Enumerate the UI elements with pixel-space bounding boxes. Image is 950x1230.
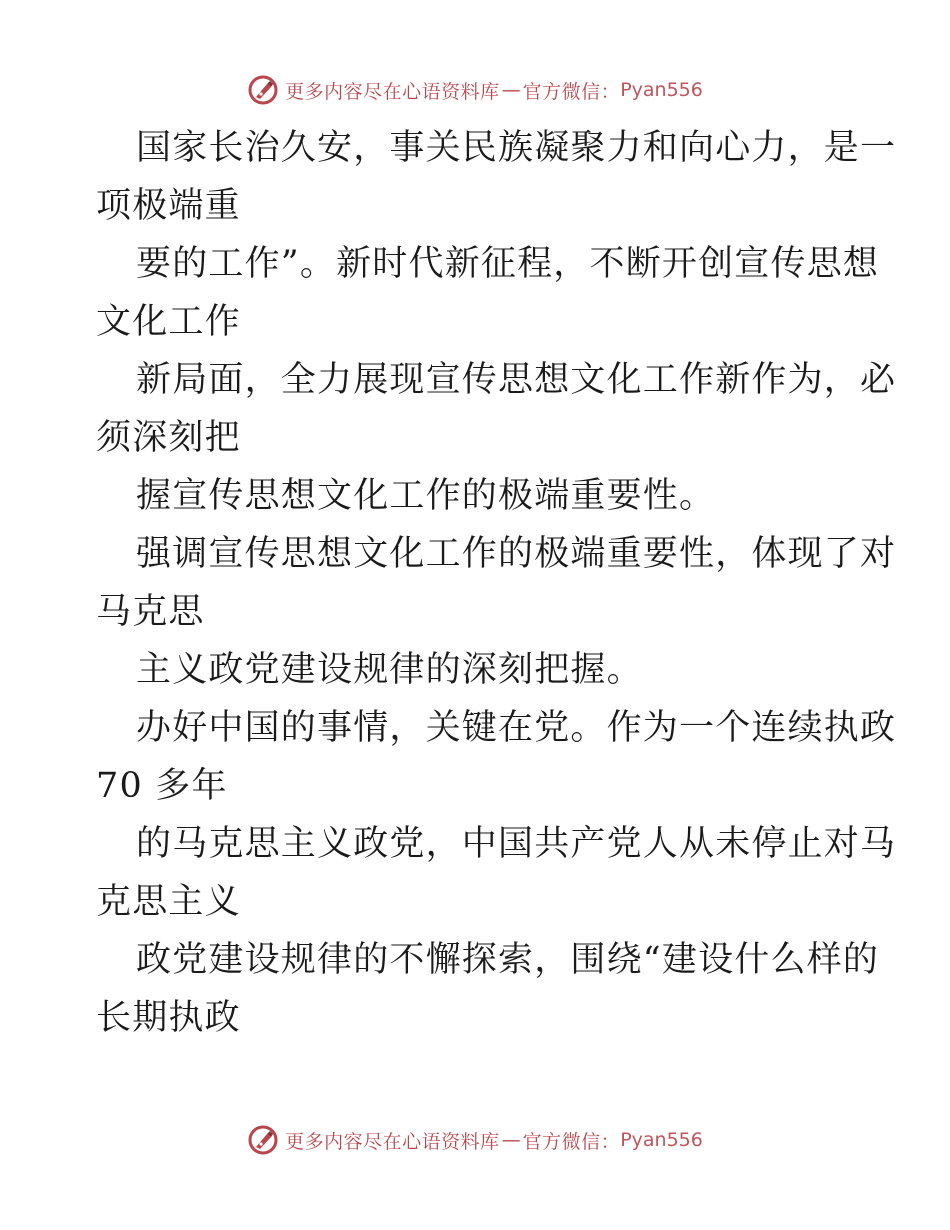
text-line: 强调宣传思想文化工作的极端重要性，体现了对 (136, 534, 897, 574)
text-line: 70 多年 (96, 766, 228, 806)
watermark-text: 更多内容尽在心语资料库 (285, 80, 500, 103)
text-line: 马克思 (96, 592, 205, 632)
text-line: 须深刻把 (96, 418, 241, 458)
watermark-id: Pyan556 (620, 79, 703, 101)
header-watermark (0, 70, 950, 110)
text-line: 文化工作 (96, 302, 241, 342)
text-line: 主义政党建设规律的深刻把握。 (136, 650, 643, 690)
pen-nib-logo-icon (247, 74, 279, 106)
text-line: 握宣传思想文化工作的极端重要性。 (136, 476, 716, 516)
text-line: 克思主义 (96, 882, 241, 922)
text-line: 国家长治久安，事关民族凝聚力和向心力，是一 (136, 128, 897, 168)
watermark-separator: — (501, 1129, 521, 1151)
footer-watermark (0, 1120, 950, 1160)
text-line: 的马克思主义政党，中国共产党人从未停止对马 (136, 824, 897, 864)
watermark-id: Pyan556 (620, 1129, 703, 1151)
text-line: 新局面，全力展现宣传思想文化工作新作为，必 (136, 360, 897, 400)
watermark-text: 更多内容尽在心语资料库 (285, 1130, 500, 1153)
text-line: 办好中国的事情，关键在党。作为一个连续执政 (136, 708, 897, 748)
document-body (96, 119, 897, 1047)
watermark-separator: — (501, 79, 521, 101)
watermark-label: 官方微信： (522, 80, 621, 103)
pen-nib-logo-icon (247, 1124, 279, 1156)
text-line: 项极端重 (96, 186, 241, 226)
text-line: 要的工作”。新时代新征程，不断开创宣传思想 (136, 244, 880, 284)
watermark-label: 官方微信： (522, 1130, 621, 1153)
text-line: 政党建设规律的不懈探索，围绕“建设什么样的 (136, 940, 880, 980)
text-line: 长期执政 (96, 998, 241, 1038)
